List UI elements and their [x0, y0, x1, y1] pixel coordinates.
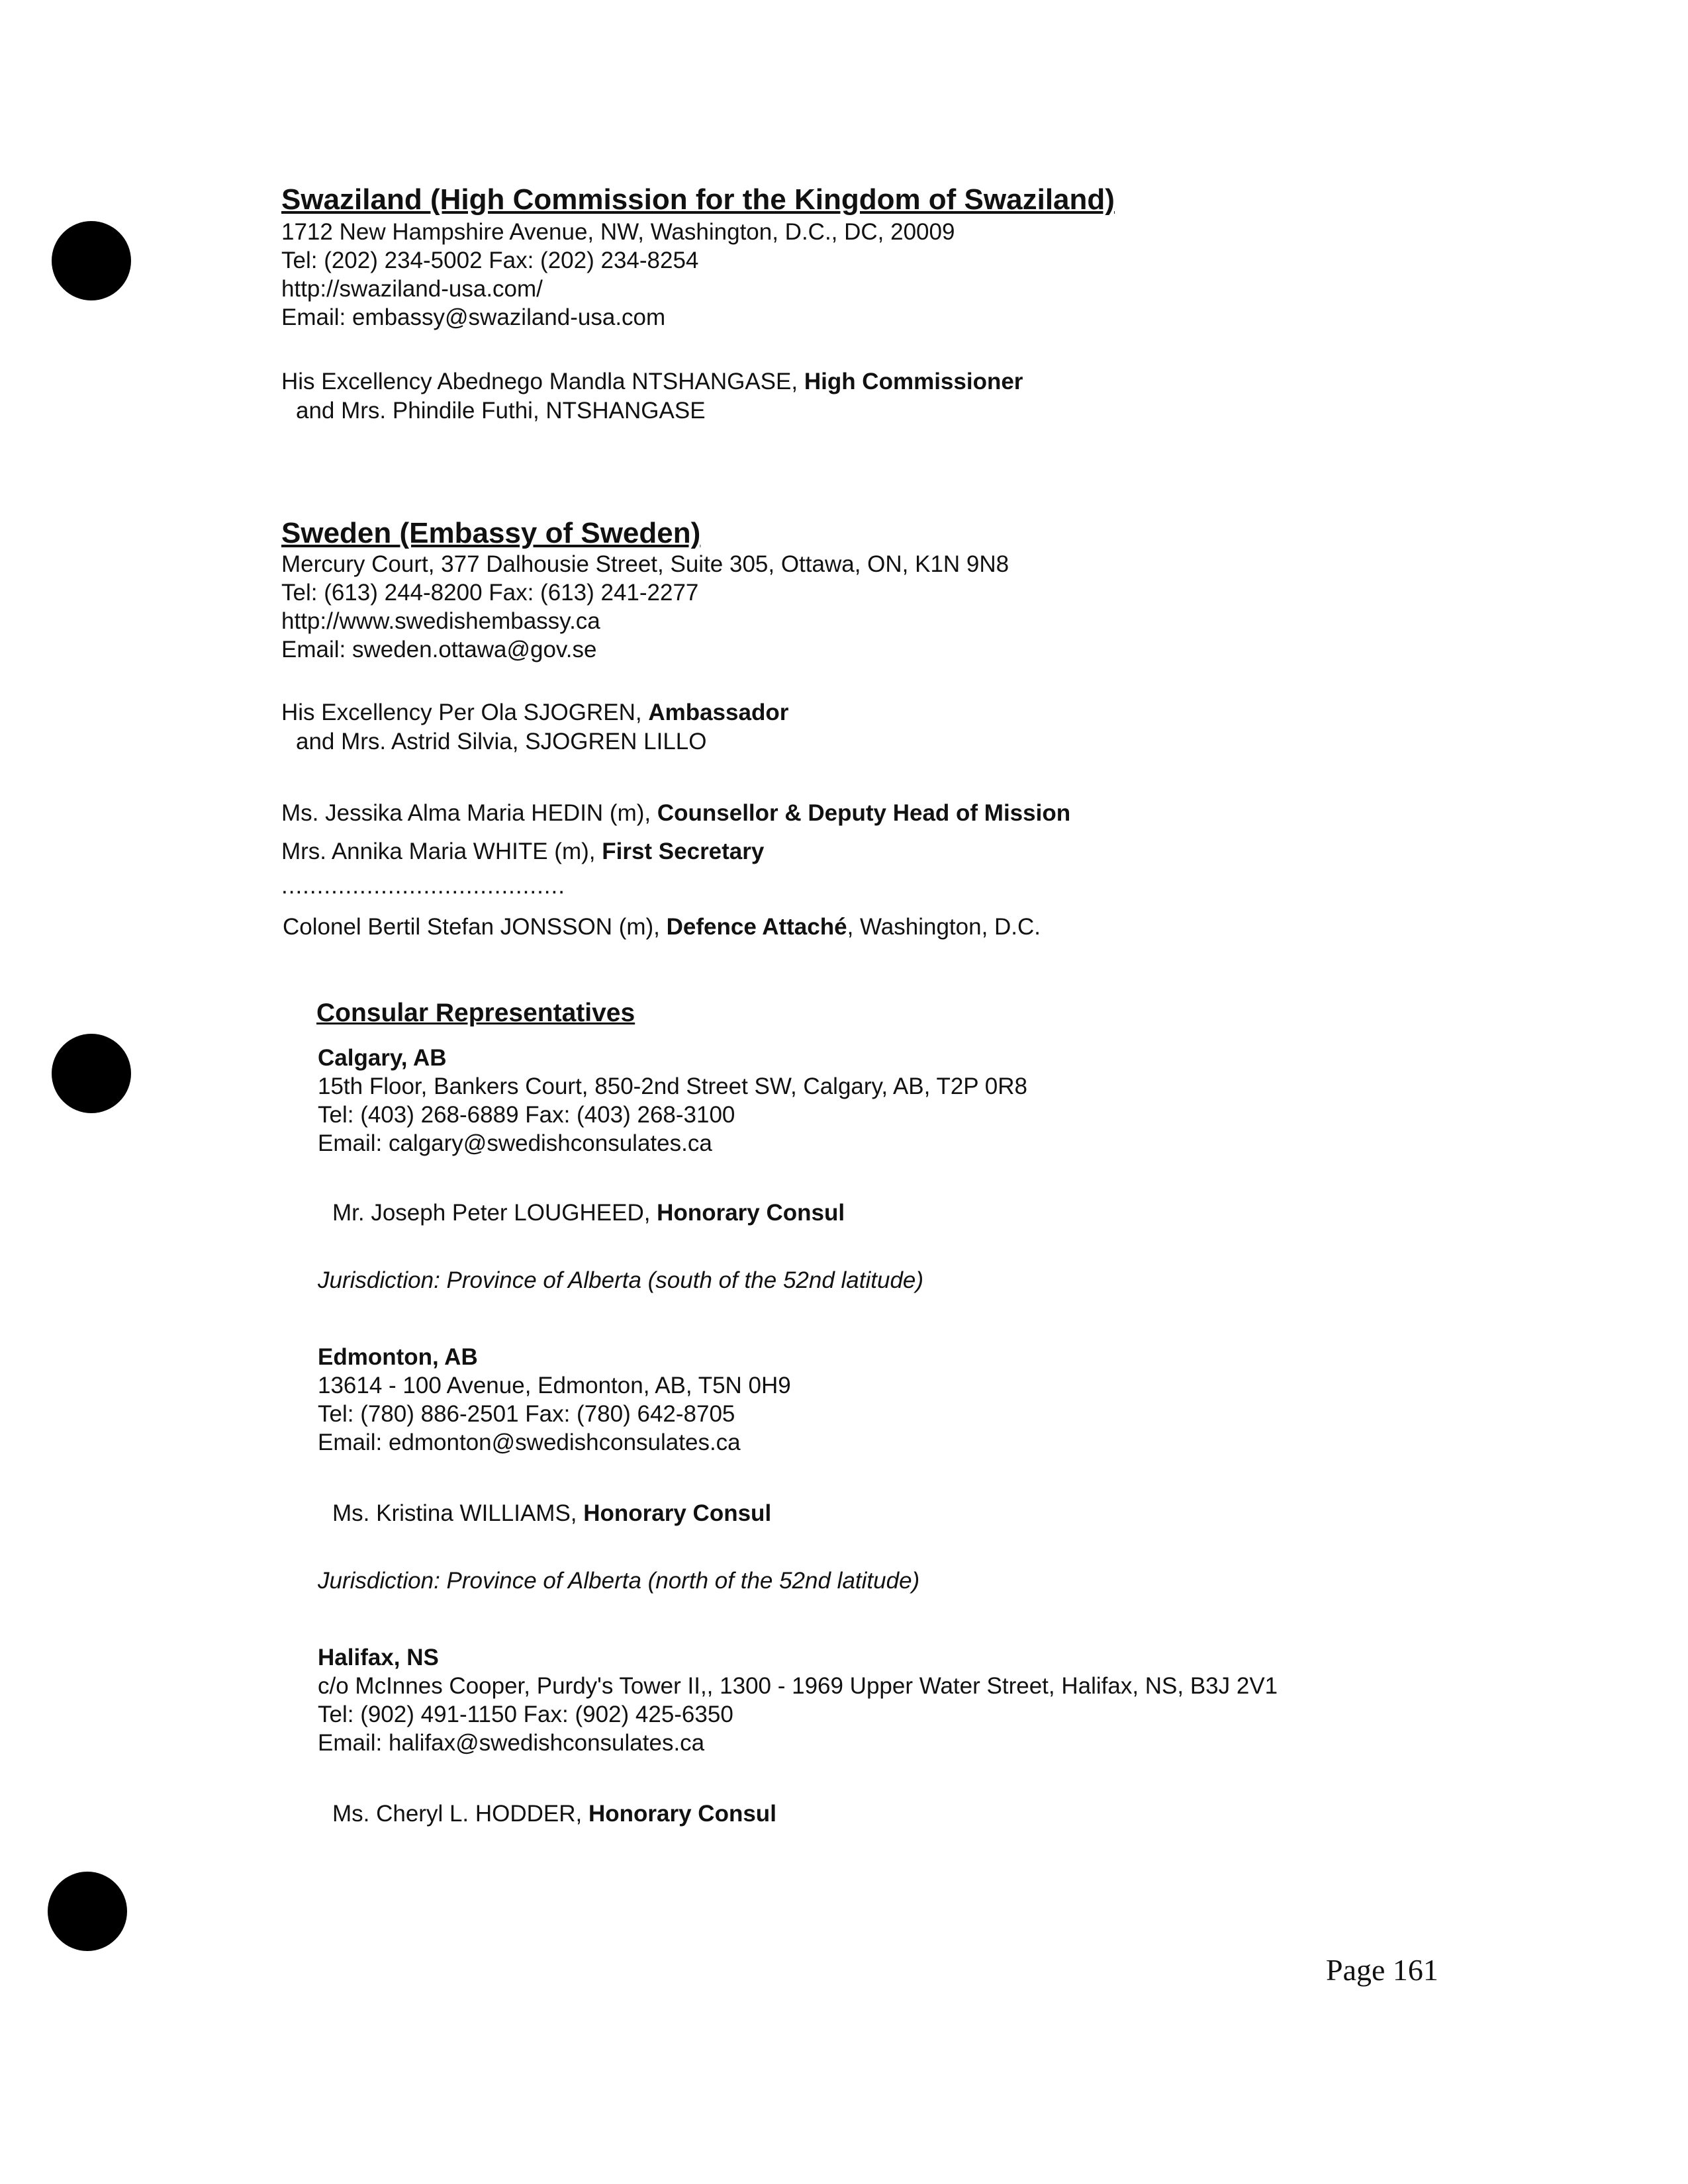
office-tel-fax: Tel: (780) 886-2501 Fax: (780) 642-8705: [318, 1401, 735, 1427]
consul-name: Mr. Joseph Peter LOUGHEED,: [332, 1200, 657, 1226]
consul-name: Ms. Kristina WILLIAMS,: [332, 1500, 584, 1526]
office-city: Calgary, AB: [318, 1045, 447, 1071]
punch-hole-bottom: [48, 1872, 127, 1951]
swaziland-address: 1712 New Hampshire Avenue, NW, Washington, D.C., DC, 20009: [281, 219, 955, 245]
staff-title: First Secretary: [602, 839, 765, 864]
swaziland-email: Email: embassy@swaziland-usa.com: [281, 304, 666, 330]
sweden-email: Email: sweden.ottawa@gov.se: [281, 637, 597, 662]
swaziland-head-of-mission: [281, 368, 1023, 396]
consul-title: Honorary Consul: [583, 1500, 772, 1526]
attache-location: , Washington, D.C.: [847, 914, 1041, 940]
office-city: Edmonton, AB: [318, 1344, 478, 1370]
office-consul: [332, 1199, 845, 1227]
swaziland-tel-fax: Tel: (202) 234-5002 Fax: (202) 234-8254: [281, 248, 699, 273]
head-title: High Commissioner: [804, 369, 1023, 394]
consul-title: Honorary Consul: [657, 1200, 845, 1226]
office-city: Halifax, NS: [318, 1645, 439, 1670]
office-jurisdiction: Jurisdiction: Province of Alberta (north of the 52nd latitude): [318, 1568, 920, 1594]
head-name: His Excellency Abednego Mandla NTSHANGASE,: [281, 369, 804, 394]
consular-heading: Consular Representatives: [316, 999, 635, 1027]
office-address: 13614 - 100 Avenue, Edmonton, AB, T5N 0H9: [318, 1373, 791, 1398]
attache-name: Colonel Bertil Stefan JONSSON (m),: [283, 914, 667, 940]
page-number: Page 161: [1326, 1953, 1438, 1987]
consul-title: Honorary Consul: [588, 1801, 776, 1827]
sweden-head-of-mission: [281, 699, 788, 727]
staff-title: Counsellor & Deputy Head of Mission: [657, 800, 1071, 826]
head-name: His Excellency Per Ola SJOGREN,: [281, 700, 649, 725]
staff-line: [281, 799, 1070, 827]
dotted-separator: ........................................: [281, 873, 565, 899]
swaziland-website: http://swaziland-usa.com/: [281, 276, 543, 302]
office-address: 15th Floor, Bankers Court, 850-2nd Street SW, Calgary, AB, T2P 0R8: [318, 1073, 1027, 1099]
punch-hole-top: [52, 221, 131, 300]
punch-hole-middle: [52, 1034, 131, 1113]
swaziland-spouse: and Mrs. Phindile Futhi, NTSHANGASE: [296, 398, 706, 424]
office-consul: [332, 1800, 776, 1828]
head-title: Ambassador: [648, 700, 789, 725]
sweden-tel-fax: Tel: (613) 244-8200 Fax: (613) 241-2277: [281, 580, 699, 606]
staff-name: Ms. Jessika Alma Maria HEDIN (m),: [281, 800, 657, 826]
staff-name: Mrs. Annika Maria WHITE (m),: [281, 839, 602, 864]
attache-title: Defence Attaché: [666, 914, 847, 940]
sweden-address: Mercury Court, 377 Dalhousie Street, Suite 305, Ottawa, ON, K1N 9N8: [281, 551, 1009, 577]
swaziland-heading: Swaziland (High Commission for the Kingdom of Swaziland): [281, 183, 1115, 216]
defence-attache-line: [283, 913, 1041, 941]
sweden-heading: Sweden (Embassy of Sweden): [281, 517, 701, 549]
office-consul: [332, 1500, 771, 1527]
consul-name: Ms. Cheryl L. HODDER,: [332, 1801, 588, 1827]
office-email: Email: calgary@swedishconsulates.ca: [318, 1130, 712, 1156]
staff-line: [281, 838, 764, 866]
sweden-spouse: and Mrs. Astrid Silvia, SJOGREN LILLO: [296, 729, 707, 754]
office-tel-fax: Tel: (403) 268-6889 Fax: (403) 268-3100: [318, 1102, 735, 1128]
sweden-website: http://www.swedishembassy.ca: [281, 608, 600, 634]
office-email: Email: halifax@swedishconsulates.ca: [318, 1730, 705, 1756]
office-jurisdiction: Jurisdiction: Province of Alberta (south of the 52nd latitude): [318, 1267, 924, 1293]
office-tel-fax: Tel: (902) 491-1150 Fax: (902) 425-6350: [318, 1702, 733, 1727]
office-address: c/o McInnes Cooper, Purdy's Tower II,, 1300 - 1969 Upper Water Street, Halifax, NS, B3J 2V1: [318, 1673, 1278, 1699]
office-email: Email: edmonton@swedishconsulates.ca: [318, 1430, 741, 1455]
